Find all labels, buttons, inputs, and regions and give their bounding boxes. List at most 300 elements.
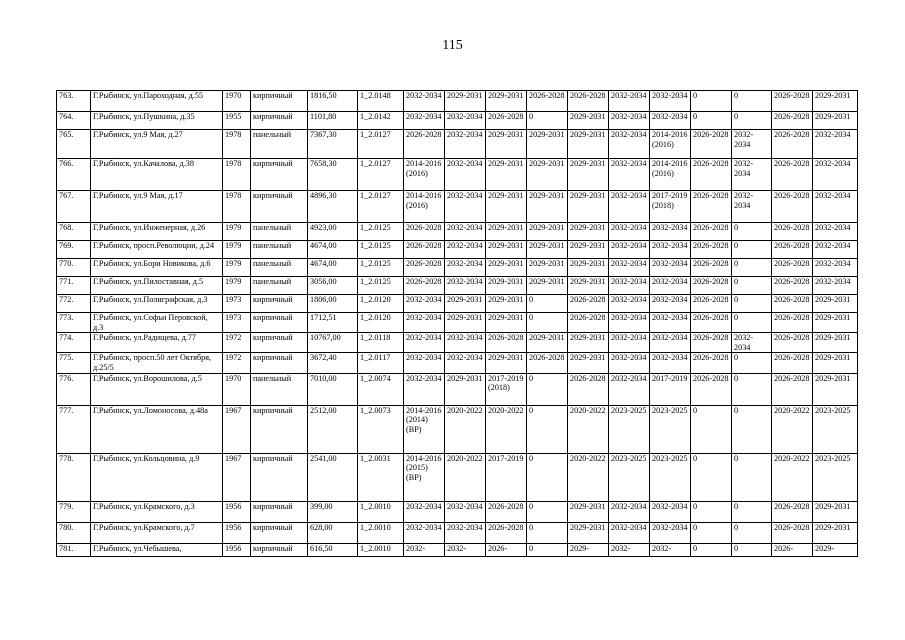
row-number: 766. xyxy=(57,159,91,191)
row-period-cell: 2014-2016 (2016) xyxy=(404,159,445,191)
table-row xyxy=(57,353,858,373)
row-code: 1_2.0120 xyxy=(358,313,404,333)
row-period-cell: 2032-2034 xyxy=(813,241,858,259)
row-number: 774. xyxy=(57,333,91,353)
row-period-cell: 2032- xyxy=(650,543,691,556)
row-period-cell: 2026-2028 xyxy=(691,353,732,373)
row-period-cell: 2032-2034 xyxy=(813,191,858,223)
row-code: 1_2.0074 xyxy=(358,373,404,405)
row-period-cell: 2032-2034 xyxy=(445,259,486,277)
row-period-cell: 2014-2016 (2015) (ВР) xyxy=(404,453,445,501)
row-period-cell: 2032-2034 xyxy=(813,259,858,277)
row-period-cell: 2029-2031 xyxy=(486,295,527,313)
row-period-cell: 2026-2028 xyxy=(404,223,445,241)
row-period-cell: 2026-2028 xyxy=(772,373,813,405)
row-period-cell: 2026-2028 xyxy=(691,373,732,405)
row-period-cell: 2026-2028 xyxy=(772,333,813,353)
row-period-cell: 0 xyxy=(732,453,772,501)
row-address: Г.Рыбинск, ул.Софьи Перовской, д.3 xyxy=(91,313,223,333)
row-area: 10767,00 xyxy=(308,333,358,353)
row-address: Г.Рыбинск, ул.Кольцовина, д.9 xyxy=(91,453,223,501)
row-period-cell: 2023-2025 xyxy=(813,405,858,453)
row-period-cell: 2029-2031 xyxy=(568,130,609,159)
row-period-cell: 2032-2034 xyxy=(732,191,772,223)
row-area: 4923,00 xyxy=(308,223,358,241)
row-period-cell: 2026-2028 xyxy=(568,91,609,112)
row-period-cell: 2029-2031 xyxy=(568,501,609,522)
row-period-cell: 2023-2025 xyxy=(650,453,691,501)
row-address: Г.Рыбинск, ул.Инженерная, д.26 xyxy=(91,223,223,241)
row-area: 1101,80 xyxy=(308,112,358,130)
row-address: Г.Рыбинск, ул.Радищева, д.77 xyxy=(91,333,223,353)
row-period-cell: 2029-2031 xyxy=(486,159,527,191)
row-period-cell: 2026-2028 xyxy=(486,333,527,353)
row-period-cell: 2029-2031 xyxy=(486,223,527,241)
table-row xyxy=(57,159,858,191)
row-address: Г.Рыбинск, ул.9 Мая, д.27 xyxy=(91,130,223,159)
row-period-cell: 2032-2034 xyxy=(650,112,691,130)
row-period-cell: 2032-2034 xyxy=(445,501,486,522)
row-period-cell: 2032-2034 xyxy=(609,313,650,333)
row-build-year: 1955 xyxy=(223,112,251,130)
row-period-cell: 2026-2028 xyxy=(486,522,527,543)
row-wall-material: кирпичный xyxy=(251,353,308,373)
row-period-cell: 2029-2031 xyxy=(813,373,858,405)
row-number: 767. xyxy=(57,191,91,223)
row-period-cell: 2029-2031 xyxy=(527,241,568,259)
row-code: 1_2.0010 xyxy=(358,522,404,543)
row-period-cell: 2029-2031 xyxy=(568,241,609,259)
row-period-cell: 2026-2028 xyxy=(772,295,813,313)
row-number: 772. xyxy=(57,295,91,313)
row-period-cell: 2029-2031 xyxy=(568,333,609,353)
row-period-cell: 2029-2031 xyxy=(486,259,527,277)
row-period-cell: 2026-2028 xyxy=(568,295,609,313)
row-build-year: 1978 xyxy=(223,191,251,223)
row-period-cell: 2026-2028 xyxy=(527,353,568,373)
row-period-cell: 0 xyxy=(527,453,568,501)
row-period-cell: 2026-2028 xyxy=(772,277,813,295)
row-address: Г.Рыбинск, ул.Крамского, д.3 xyxy=(91,501,223,522)
table-row xyxy=(57,501,858,522)
row-period-cell: 2032-2034 xyxy=(650,522,691,543)
row-build-year: 1967 xyxy=(223,453,251,501)
table-row xyxy=(57,333,858,353)
row-period-cell: 2029- xyxy=(813,543,858,556)
row-area: 4674,00 xyxy=(308,241,358,259)
row-period-cell: 2032- xyxy=(609,543,650,556)
row-area: 4674,00 xyxy=(308,259,358,277)
row-period-cell: 2023-2025 xyxy=(609,405,650,453)
row-period-cell: 2017-2019 xyxy=(650,373,691,405)
row-period-cell: 2032-2034 xyxy=(813,277,858,295)
row-period-cell: 2020-2022 xyxy=(772,405,813,453)
row-period-cell: 2032-2034 xyxy=(650,353,691,373)
row-period-cell: 0 xyxy=(732,522,772,543)
row-number: 776. xyxy=(57,373,91,405)
row-period-cell: 2023-2025 xyxy=(813,453,858,501)
row-number: 779. xyxy=(57,501,91,522)
row-period-cell: 2032-2034 xyxy=(732,130,772,159)
row-wall-material: кирпичный xyxy=(251,91,308,112)
row-period-cell: 2029-2031 xyxy=(486,277,527,295)
row-period-cell: 2014-2016 (2016) xyxy=(650,159,691,191)
row-period-cell: 0 xyxy=(732,277,772,295)
row-period-cell: 0 xyxy=(691,112,732,130)
row-number: 769. xyxy=(57,241,91,259)
row-build-year: 1978 xyxy=(223,159,251,191)
row-code: 1_2.0127 xyxy=(358,130,404,159)
row-period-cell: 2029-2031 xyxy=(568,159,609,191)
row-period-cell: 2026-2028 xyxy=(404,277,445,295)
row-period-cell: 2032-2034 xyxy=(445,223,486,241)
row-period-cell: 2029-2031 xyxy=(568,259,609,277)
table-row xyxy=(57,453,858,501)
row-wall-material: панельный xyxy=(251,259,308,277)
row-period-cell: 2029-2031 xyxy=(486,313,527,333)
row-number: 777. xyxy=(57,405,91,453)
row-address: Г.Рыбинск, ул.Крамского, д.7 xyxy=(91,522,223,543)
table-row xyxy=(57,277,858,295)
row-code: 1_2.0125 xyxy=(358,277,404,295)
row-period-cell: 0 xyxy=(691,501,732,522)
row-build-year: 1956 xyxy=(223,522,251,543)
row-period-cell: 2014-2016 (2014) (ВР) xyxy=(404,405,445,453)
row-area: 4896,30 xyxy=(308,191,358,223)
row-number: 764. xyxy=(57,112,91,130)
row-period-cell: 2032-2034 xyxy=(609,223,650,241)
row-build-year: 1979 xyxy=(223,241,251,259)
row-period-cell: 2017-2019 xyxy=(486,453,527,501)
row-period-cell: 2032-2034 xyxy=(732,333,772,353)
row-period-cell: 2026-2028 xyxy=(772,522,813,543)
row-period-cell: 2032-2034 xyxy=(445,522,486,543)
row-period-cell: 2032-2034 xyxy=(650,223,691,241)
row-period-cell: 2032-2034 xyxy=(404,313,445,333)
row-period-cell: 2023-2025 xyxy=(609,453,650,501)
row-period-cell: 2026-2028 xyxy=(691,277,732,295)
row-period-cell: 0 xyxy=(527,373,568,405)
row-wall-material: кирпичный xyxy=(251,501,308,522)
row-period-cell: 2032-2034 xyxy=(650,501,691,522)
row-code: 1_2.0125 xyxy=(358,241,404,259)
row-period-cell: 0 xyxy=(732,91,772,112)
row-period-cell: 2032-2034 xyxy=(609,295,650,313)
row-period-cell: 2029-2031 xyxy=(527,277,568,295)
table-row xyxy=(57,91,858,112)
row-number: 763. xyxy=(57,91,91,112)
row-area: 2512,00 xyxy=(308,405,358,453)
row-period-cell: 2017-2019 (2018) xyxy=(650,191,691,223)
row-period-cell: 2020-2022 xyxy=(568,453,609,501)
row-build-year: 1979 xyxy=(223,223,251,241)
row-address: Г.Рыбинск, ул.9 Мая, д.17 xyxy=(91,191,223,223)
row-wall-material: кирпичный xyxy=(251,295,308,313)
row-period-cell: 2032-2034 xyxy=(813,159,858,191)
row-period-cell: 2032-2034 xyxy=(404,373,445,405)
row-period-cell: 0 xyxy=(527,543,568,556)
row-period-cell: 0 xyxy=(732,373,772,405)
row-period-cell: 2029-2031 xyxy=(527,191,568,223)
row-period-cell: 2029-2031 xyxy=(813,501,858,522)
row-period-cell: 2029-2031 xyxy=(813,295,858,313)
row-period-cell: 2032-2034 xyxy=(404,501,445,522)
row-period-cell: 2032- xyxy=(445,543,486,556)
row-period-cell: 2026-2028 xyxy=(772,112,813,130)
row-build-year: 1967 xyxy=(223,405,251,453)
row-wall-material: кирпичный xyxy=(251,543,308,556)
row-period-cell: 2029-2031 xyxy=(813,91,858,112)
row-period-cell: 2026-2028 xyxy=(691,295,732,313)
row-area: 7658,30 xyxy=(308,159,358,191)
row-area: 1712,51 xyxy=(308,313,358,333)
row-period-cell: 0 xyxy=(732,313,772,333)
row-code: 1_2.0127 xyxy=(358,191,404,223)
row-period-cell: 2029-2031 xyxy=(527,159,568,191)
row-period-cell: 2032-2034 xyxy=(609,112,650,130)
row-period-cell: 2026-2028 xyxy=(568,373,609,405)
row-period-cell: 2032-2034 xyxy=(445,191,486,223)
row-period-cell: 2029-2031 xyxy=(486,191,527,223)
row-wall-material: кирпичный xyxy=(251,333,308,353)
row-wall-material: кирпичный xyxy=(251,191,308,223)
row-period-cell: 2020-2022 xyxy=(445,405,486,453)
row-period-cell: 2029-2031 xyxy=(568,353,609,373)
row-period-cell: 2032-2034 xyxy=(404,91,445,112)
row-area: 3672,40 xyxy=(308,353,358,373)
row-period-cell: 2026-2028 xyxy=(691,241,732,259)
row-period-cell: 0 xyxy=(732,405,772,453)
row-period-cell: 2026-2028 xyxy=(772,159,813,191)
row-area: 1816,50 xyxy=(308,91,358,112)
row-period-cell: 2020-2022 xyxy=(445,453,486,501)
row-period-cell: 2032-2034 xyxy=(445,130,486,159)
row-area: 7010,00 xyxy=(308,373,358,405)
row-address: Г.Рыбинск, ул.Качалова, д.38 xyxy=(91,159,223,191)
row-area: 616,50 xyxy=(308,543,358,556)
row-period-cell: 2026-2028 xyxy=(691,223,732,241)
row-build-year: 1956 xyxy=(223,501,251,522)
row-area: 628,00 xyxy=(308,522,358,543)
row-wall-material: панельный xyxy=(251,223,308,241)
row-address: Г.Рыбинск, ул.Пароходная, д.55 xyxy=(91,91,223,112)
row-period-cell: 0 xyxy=(691,91,732,112)
row-period-cell: 2026-2028 xyxy=(568,313,609,333)
row-period-cell: 2020-2022 xyxy=(486,405,527,453)
row-period-cell: 2029-2031 xyxy=(568,522,609,543)
row-period-cell: 0 xyxy=(732,112,772,130)
row-wall-material: панельный xyxy=(251,130,308,159)
row-period-cell: 2029- xyxy=(568,543,609,556)
row-period-cell: 2026-2028 xyxy=(772,223,813,241)
row-period-cell: 2029-2031 xyxy=(813,353,858,373)
row-period-cell: 2032-2034 xyxy=(445,277,486,295)
row-period-cell: 2029-2031 xyxy=(527,130,568,159)
row-code: 1_2.0127 xyxy=(358,159,404,191)
row-period-cell: 2026-2028 xyxy=(691,313,732,333)
row-period-cell: 2026-2028 xyxy=(772,241,813,259)
row-code: 1_2.0148 xyxy=(358,91,404,112)
row-period-cell: 2026-2028 xyxy=(486,501,527,522)
row-period-cell: 2026-2028 xyxy=(486,112,527,130)
table-row xyxy=(57,313,858,333)
row-wall-material: кирпичный xyxy=(251,159,308,191)
row-period-cell: 2032-2034 xyxy=(650,313,691,333)
housing-register-table xyxy=(56,90,858,557)
row-period-cell: 2020-2022 xyxy=(568,405,609,453)
row-period-cell: 2032-2034 xyxy=(609,333,650,353)
row-period-cell: 0 xyxy=(732,223,772,241)
row-build-year: 1972 xyxy=(223,333,251,353)
row-period-cell: 2026- xyxy=(486,543,527,556)
row-period-cell: 2032-2034 xyxy=(404,295,445,313)
row-wall-material: кирпичный xyxy=(251,453,308,501)
row-number: 773. xyxy=(57,313,91,333)
row-period-cell: 2026-2028 xyxy=(691,191,732,223)
row-number: 765. xyxy=(57,130,91,159)
row-period-cell: 2026-2028 xyxy=(691,159,732,191)
row-period-cell: 2029-2031 xyxy=(445,91,486,112)
table-row xyxy=(57,112,858,130)
row-area: 1806,00 xyxy=(308,295,358,313)
row-period-cell: 0 xyxy=(691,405,732,453)
row-number: 775. xyxy=(57,353,91,373)
row-wall-material: панельный xyxy=(251,241,308,259)
row-period-cell: 2029-2031 xyxy=(486,353,527,373)
row-number: 768. xyxy=(57,223,91,241)
row-period-cell: 2032-2034 xyxy=(404,353,445,373)
row-period-cell: 2029-2031 xyxy=(486,130,527,159)
row-period-cell: 2032-2034 xyxy=(609,522,650,543)
row-period-cell: 2032-2034 xyxy=(404,522,445,543)
row-period-cell: 0 xyxy=(732,295,772,313)
row-period-cell: 2023-2025 xyxy=(650,405,691,453)
row-period-cell: 2029-2031 xyxy=(527,333,568,353)
row-code: 1_2.0031 xyxy=(358,453,404,501)
row-address: Г.Рыбинск, ул.Ломоносова, д.48а xyxy=(91,405,223,453)
row-period-cell: 2032-2034 xyxy=(650,277,691,295)
row-period-cell: 2026-2028 xyxy=(772,313,813,333)
row-period-cell: 2026-2028 xyxy=(772,501,813,522)
row-period-cell: 0 xyxy=(691,453,732,501)
row-period-cell: 2032-2034 xyxy=(650,259,691,277)
row-period-cell: 0 xyxy=(691,543,732,556)
row-code: 1_2.0010 xyxy=(358,543,404,556)
row-code: 1_2.0125 xyxy=(358,259,404,277)
row-period-cell: 2032-2034 xyxy=(813,130,858,159)
row-period-cell: 2029-2031 xyxy=(486,91,527,112)
row-period-cell: 2026-2028 xyxy=(691,259,732,277)
row-build-year: 1979 xyxy=(223,259,251,277)
table-row xyxy=(57,295,858,313)
row-number: 770. xyxy=(57,259,91,277)
row-area: 7367,30 xyxy=(308,130,358,159)
row-period-cell: 0 xyxy=(732,353,772,373)
row-period-cell: 2017-2019 (2018) xyxy=(486,373,527,405)
row-address: Г.Рыбинск, ул.Полиграфская, д.3 xyxy=(91,295,223,313)
row-period-cell: 2032-2034 xyxy=(445,241,486,259)
row-period-cell: 2029-2031 xyxy=(445,373,486,405)
row-period-cell: 2029-2031 xyxy=(813,522,858,543)
row-code: 1_2.0010 xyxy=(358,501,404,522)
row-period-cell: 2032-2034 xyxy=(609,191,650,223)
row-area: 2541,00 xyxy=(308,453,358,501)
row-code: 1_2.0125 xyxy=(358,223,404,241)
table-row xyxy=(57,191,858,223)
row-address: Г.Рыбинск, просп.Революции, д.24 xyxy=(91,241,223,259)
row-area: 3056,00 xyxy=(308,277,358,295)
row-period-cell: 2032- xyxy=(404,543,445,556)
row-code: 1_2.0118 xyxy=(358,333,404,353)
row-period-cell: 2026-2028 xyxy=(404,130,445,159)
row-wall-material: кирпичный xyxy=(251,405,308,453)
row-period-cell: 2032-2034 xyxy=(609,241,650,259)
row-build-year: 1970 xyxy=(223,373,251,405)
row-period-cell: 2032-2034 xyxy=(404,112,445,130)
row-period-cell: 0 xyxy=(527,405,568,453)
row-code: 1_2.0142 xyxy=(358,112,404,130)
table-row xyxy=(57,259,858,277)
row-number: 780. xyxy=(57,522,91,543)
row-period-cell: 2026-2028 xyxy=(772,130,813,159)
row-period-cell: 2032-2034 xyxy=(732,159,772,191)
row-period-cell: 2032-2034 xyxy=(609,159,650,191)
row-period-cell: 2032-2034 xyxy=(445,112,486,130)
row-address: Г.Рыбинск, ул.Ворошилова, д.5 xyxy=(91,373,223,405)
row-period-cell: 2029-2031 xyxy=(568,223,609,241)
row-period-cell: 2026-2028 xyxy=(772,259,813,277)
row-period-cell: 2032-2034 xyxy=(813,223,858,241)
table-row xyxy=(57,130,858,159)
table-row xyxy=(57,241,858,259)
row-wall-material: кирпичный xyxy=(251,112,308,130)
row-address: Г.Рыбинск, ул.Пушкина, д.35 xyxy=(91,112,223,130)
row-period-cell: 2032-2034 xyxy=(650,91,691,112)
row-period-cell: 2032-2034 xyxy=(404,333,445,353)
row-period-cell: 0 xyxy=(527,522,568,543)
row-address: Г.Рыбинск, ул.Бори Новикова, д.6 xyxy=(91,259,223,277)
row-period-cell: 0 xyxy=(732,241,772,259)
row-build-year: 1979 xyxy=(223,277,251,295)
table-row xyxy=(57,405,858,453)
row-period-cell: 2029-2031 xyxy=(527,259,568,277)
row-build-year: 1973 xyxy=(223,313,251,333)
row-build-year: 1978 xyxy=(223,130,251,159)
row-period-cell: 2026- xyxy=(772,543,813,556)
row-period-cell: 2032-2034 xyxy=(609,353,650,373)
row-number: 781. xyxy=(57,543,91,556)
row-period-cell: 2032-2034 xyxy=(609,501,650,522)
row-period-cell: 2032-2034 xyxy=(609,277,650,295)
row-period-cell: 2029-2031 xyxy=(568,191,609,223)
row-period-cell: 2032-2034 xyxy=(609,259,650,277)
row-wall-material: панельный xyxy=(251,277,308,295)
row-period-cell: 0 xyxy=(527,313,568,333)
row-code: 1_2.0073 xyxy=(358,405,404,453)
table-row xyxy=(57,373,858,405)
row-period-cell: 2026-2028 xyxy=(404,241,445,259)
row-period-cell: 2032-2034 xyxy=(445,353,486,373)
row-wall-material: кирпичный xyxy=(251,313,308,333)
row-build-year: 1972 xyxy=(223,353,251,373)
row-period-cell: 2029-2031 xyxy=(527,223,568,241)
row-number: 778. xyxy=(57,453,91,501)
row-build-year: 1973 xyxy=(223,295,251,313)
row-period-cell: 2029-2031 xyxy=(445,295,486,313)
row-code: 1_2.0120 xyxy=(358,295,404,313)
row-period-cell: 2029-2031 xyxy=(568,277,609,295)
row-period-cell: 2014-2016 (2016) xyxy=(650,130,691,159)
